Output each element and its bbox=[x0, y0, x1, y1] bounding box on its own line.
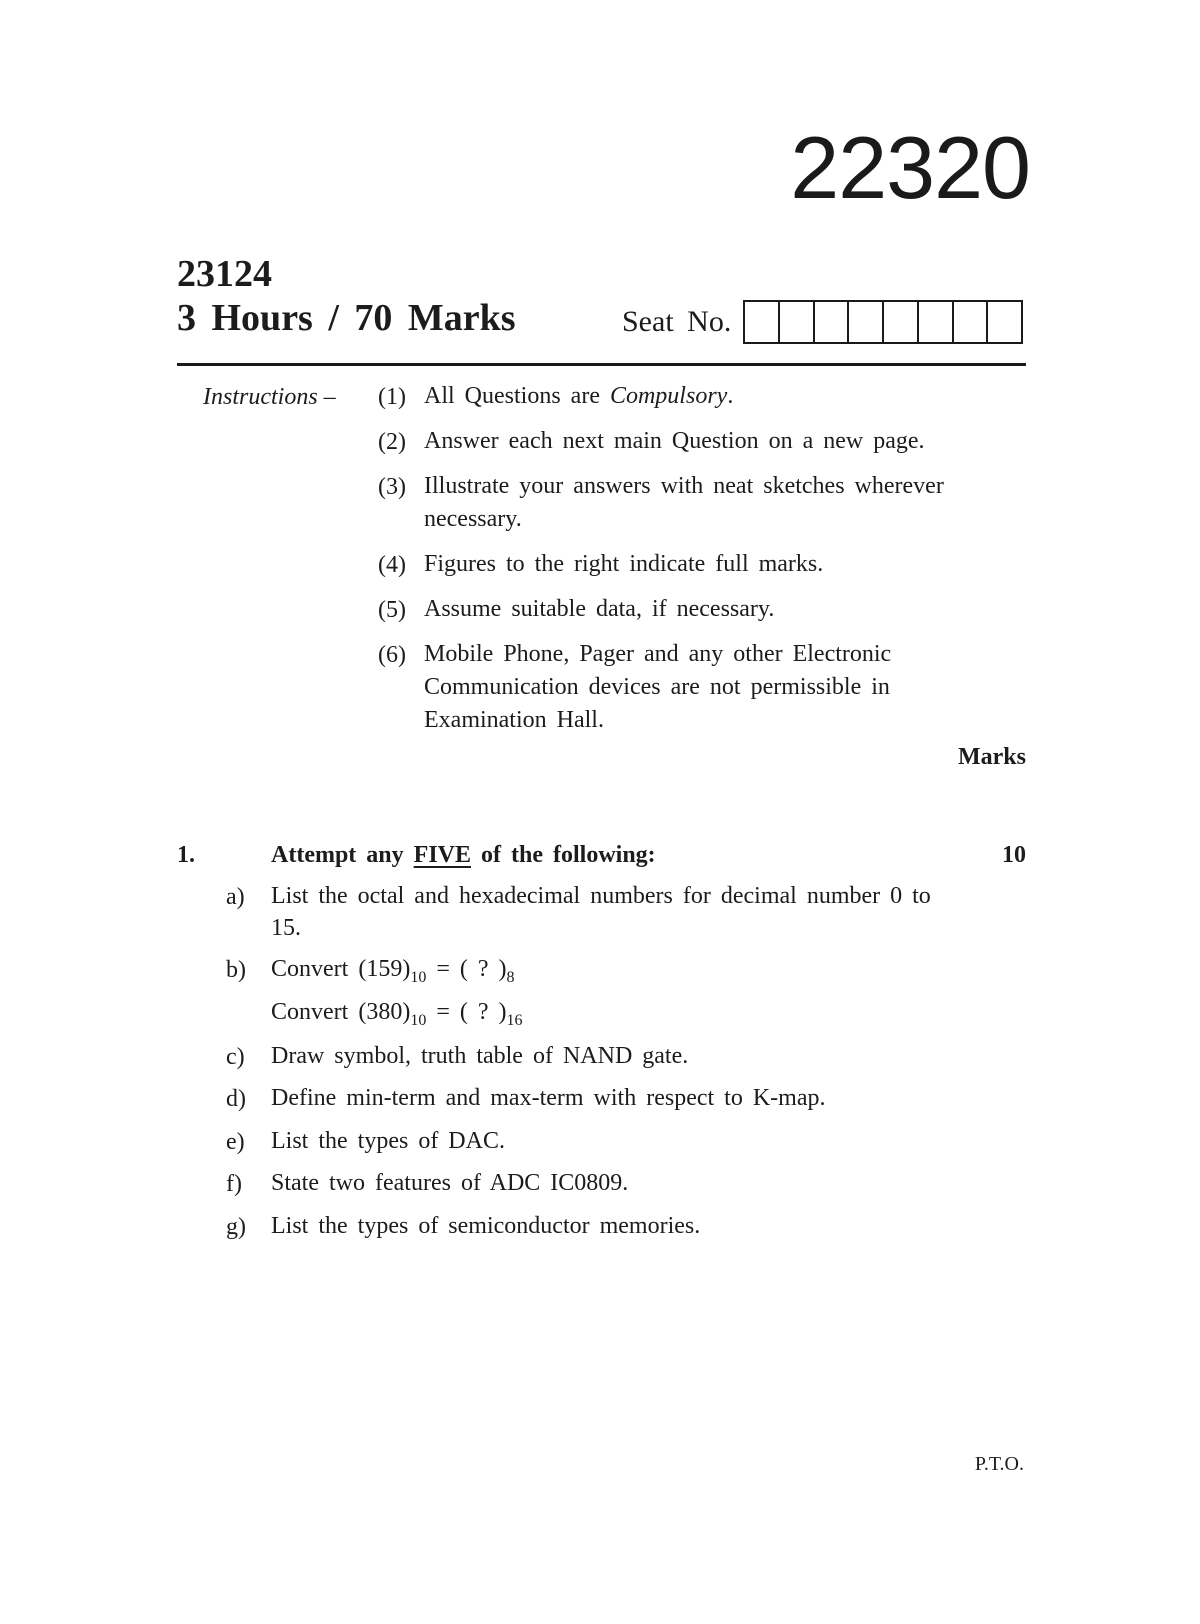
instruction-text: Illustrate your answers with neat sketches wherever necessary. bbox=[424, 473, 944, 532]
sub-question-label: d) bbox=[226, 1086, 246, 1112]
seat-box[interactable] bbox=[849, 302, 884, 342]
instruction-text: Figures to the right indicate full marks. bbox=[424, 551, 824, 577]
question-number: 1. bbox=[177, 842, 195, 868]
sub-question-label: f) bbox=[226, 1171, 242, 1197]
sub-question-text: List the types of DAC. bbox=[271, 1128, 505, 1154]
seat-number-label: Seat No. bbox=[622, 305, 732, 338]
instruction-number: (3) bbox=[378, 474, 406, 500]
sub-question-label: e) bbox=[226, 1129, 245, 1155]
question-marks: 10 bbox=[1002, 842, 1026, 868]
sub-question-label: c) bbox=[226, 1044, 245, 1070]
seat-box[interactable] bbox=[954, 302, 989, 342]
sub-question-label: b) bbox=[226, 957, 246, 983]
header-divider bbox=[177, 363, 1026, 366]
instruction-number: (4) bbox=[378, 552, 406, 578]
seat-box[interactable] bbox=[815, 302, 850, 342]
instruction-number: (1) bbox=[378, 384, 406, 410]
seat-box[interactable] bbox=[745, 302, 780, 342]
sub-question-label: a) bbox=[226, 884, 245, 910]
instruction-number: (6) bbox=[378, 642, 406, 668]
paper-code: 22320 bbox=[790, 118, 1030, 217]
sub-question-text: Define min-term and max-term with respect to K-map. bbox=[271, 1085, 826, 1111]
seat-box[interactable] bbox=[919, 302, 954, 342]
instruction-text: Assume suitable data, if necessary. bbox=[424, 596, 775, 622]
question-heading: Attempt any FIVE of the following: bbox=[271, 842, 656, 868]
please-turn-over: P.T.O. bbox=[974, 1453, 1024, 1475]
instruction-text: Mobile Phone, Pager and any other Electronic Communication devices are not permissible in Examination Hall. bbox=[424, 641, 892, 733]
seat-number-boxes[interactable] bbox=[743, 300, 1023, 344]
sub-question-label: g) bbox=[226, 1214, 246, 1240]
exam-code: 23124 bbox=[177, 253, 272, 295]
seat-box[interactable] bbox=[780, 302, 815, 342]
seat-box[interactable] bbox=[988, 302, 1021, 342]
instruction-text: All Questions are Compulsory. bbox=[424, 383, 734, 409]
sub-question-text: Draw symbol, truth table of NAND gate. bbox=[271, 1043, 689, 1069]
sub-question-text: Convert $(380)_{10}$ = ( ? )$_{16}$ bbox=[271, 999, 523, 1029]
seat-box[interactable] bbox=[884, 302, 919, 342]
sub-question-text: List the octal and hexadecimal numbers for decimal number 0 to 15. bbox=[271, 883, 931, 941]
instruction-text: Answer each next main Question on a new page. bbox=[424, 428, 925, 454]
sub-question-text: Convert $(159)_{10}$ = ( ? )$_8$ bbox=[271, 956, 515, 986]
duration-marks: 3 Hours / 70 Marks bbox=[177, 297, 516, 339]
sub-question-text: State two features of ADC IC0809. bbox=[271, 1170, 629, 1196]
instruction-number: (2) bbox=[378, 429, 406, 455]
sub-question-text: List the types of semiconductor memories. bbox=[271, 1213, 701, 1239]
instruction-number: (5) bbox=[378, 597, 406, 623]
marks-column-heading: Marks bbox=[958, 744, 1026, 770]
instructions-label: Instructions – bbox=[203, 384, 336, 410]
